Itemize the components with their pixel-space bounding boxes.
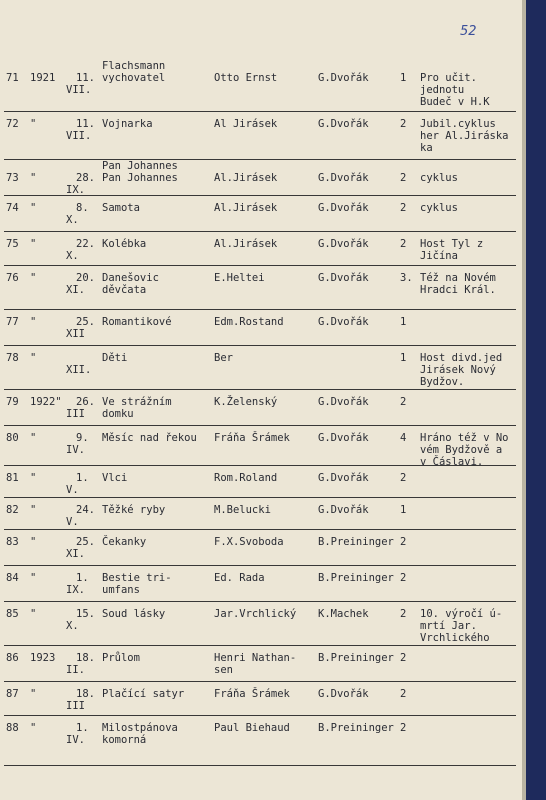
entry-director: B.Preininger xyxy=(318,722,394,734)
entry-author: Al.Jirásek xyxy=(214,238,278,250)
entry-row xyxy=(0,232,522,266)
entry-note: Též na Novém xyxy=(420,272,496,284)
entry-number: 80 xyxy=(6,432,19,444)
entry-date: 1. xyxy=(76,472,89,484)
entry-director: B.Preininger xyxy=(318,572,394,584)
entry-performances: 2 xyxy=(400,652,407,664)
entry-title: Kolébka xyxy=(102,238,147,250)
entry-month: XII. xyxy=(66,364,92,376)
entry-year: " xyxy=(30,432,37,444)
entry-number: 76 xyxy=(6,272,19,284)
entry-note: 10. výročí ú- xyxy=(420,608,503,620)
entry-month: II. xyxy=(66,664,85,676)
entry-title: Vlci xyxy=(102,472,128,484)
entry-date: 15. xyxy=(76,608,95,620)
entry-performances: 1 xyxy=(400,504,407,516)
entry-month: VII. xyxy=(66,84,92,96)
entry-year: " xyxy=(30,608,37,620)
entry-title: Průlom xyxy=(102,652,140,664)
entry-director: G.Dvořák xyxy=(318,472,369,484)
entry-performances: 1 xyxy=(400,72,407,84)
entry-note: Bydžov. xyxy=(420,376,465,388)
entry-author: Fráňa Šrámek xyxy=(214,688,290,700)
entry-author: Edm.Rostand xyxy=(214,316,284,328)
entry-month: XI. xyxy=(66,548,85,560)
entry-year: " xyxy=(30,352,37,364)
entry-row xyxy=(0,310,522,346)
entry-performances: 2 xyxy=(400,238,407,250)
entry-title-line2: umfans xyxy=(102,584,140,596)
entry-director: G.Dvořák xyxy=(318,272,369,284)
entry-number: 78 xyxy=(6,352,19,364)
entry-author: Henri Nathan- xyxy=(214,652,297,664)
entry-number: 84 xyxy=(6,572,19,584)
entry-row xyxy=(0,646,522,682)
entry-row xyxy=(0,390,522,426)
entry-month: XI. xyxy=(66,284,85,296)
entry-director: G.Dvořák xyxy=(318,504,369,516)
entry-date: 20. xyxy=(76,272,95,284)
entry-row xyxy=(0,602,522,646)
entry-date: 18. xyxy=(76,652,95,664)
entry-title: Ve strážním xyxy=(102,396,172,408)
entry-title: Soud lásky xyxy=(102,608,166,620)
entry-director: G.Dvořák xyxy=(318,316,369,328)
entry-date: 25. xyxy=(76,316,95,328)
entry-number: 85 xyxy=(6,608,19,620)
entry-title: Bestie tri- xyxy=(102,572,172,584)
entry-author: F.X.Svoboda xyxy=(214,536,284,548)
entry-title: Děti xyxy=(102,352,128,364)
entry-number: 74 xyxy=(6,202,19,214)
entry-title: vychovatel xyxy=(102,72,166,84)
entry-performances: 1 xyxy=(400,352,407,364)
entry-director: G.Dvořák xyxy=(318,172,369,184)
entry-number: 77 xyxy=(6,316,19,328)
entry-author-line2: sen xyxy=(214,664,233,676)
entry-year: 1923 xyxy=(30,652,56,664)
entry-performances: 2 xyxy=(400,118,407,130)
entry-author: Al.Jirásek xyxy=(214,172,278,184)
entry-director: G.Dvořák xyxy=(318,396,369,408)
entry-date: 1. xyxy=(76,722,89,734)
entry-month: VII. xyxy=(66,130,92,142)
entry-note: Vrchlického xyxy=(420,632,490,644)
entry-month: III xyxy=(66,700,85,712)
entry-date: 8. xyxy=(76,202,89,214)
entry-date: 25. xyxy=(76,536,95,548)
entry-number: 88 xyxy=(6,722,19,734)
entry-director: K.Machek xyxy=(318,608,369,620)
entry-row xyxy=(0,466,522,498)
entry-year: " xyxy=(30,118,37,130)
entry-author: Ber xyxy=(214,352,233,364)
entry-note: cyklus xyxy=(420,202,458,214)
entry-title: Vojnarka xyxy=(102,118,153,130)
entry-title: Čekanky xyxy=(102,536,147,548)
entry-note: Hradci Král. xyxy=(420,284,496,296)
entry-year: 1921 xyxy=(30,72,56,84)
entry-year: " xyxy=(30,272,37,284)
entry-director: B.Preininger xyxy=(318,652,394,664)
entry-note: v Čáslavi. xyxy=(420,456,484,468)
entry-year: " xyxy=(30,536,37,548)
entry-note: Jubil.cyklus xyxy=(420,118,496,130)
entry-author: M.Belucki xyxy=(214,504,271,516)
row-divider xyxy=(4,765,516,766)
entry-note: Host Tyl z xyxy=(420,238,484,250)
entry-year: 1922" xyxy=(30,396,62,408)
entry-performances: 4 xyxy=(400,432,407,444)
entry-row xyxy=(0,266,522,310)
entry-date: 22. xyxy=(76,238,95,250)
entry-row xyxy=(0,160,522,196)
entry-number: 73 xyxy=(6,172,19,184)
entry-number: 82 xyxy=(6,504,19,516)
entry-note: Jičína xyxy=(420,250,458,262)
entry-author: Rom.Roland xyxy=(214,472,278,484)
entry-row xyxy=(0,530,522,566)
entry-author: Ed. Rada xyxy=(214,572,265,584)
binder-edge xyxy=(522,0,546,800)
entry-number: 81 xyxy=(6,472,19,484)
entry-number: 86 xyxy=(6,652,19,664)
entry-date: 9. xyxy=(76,432,89,444)
entry-year: " xyxy=(30,238,37,250)
entry-director: G.Dvořák xyxy=(318,118,369,130)
entry-author: Al Jirásek xyxy=(214,118,278,130)
entry-month: X. xyxy=(66,620,79,632)
entry-note: her Al.Jiráska xyxy=(420,130,509,142)
entry-row xyxy=(0,566,522,602)
entry-author: Fráňa Šrámek xyxy=(214,432,290,444)
entry-date: 26. xyxy=(76,396,95,408)
entry-title: Danešovic xyxy=(102,272,159,284)
entry-date: 28. xyxy=(76,172,95,184)
entry-month: IX. xyxy=(66,584,85,596)
entry-performances: 2 xyxy=(400,688,407,700)
entry-note: ka xyxy=(420,142,433,154)
entry-month: XII xyxy=(66,328,85,340)
entry-author: Al.Jirásek xyxy=(214,202,278,214)
entry-row xyxy=(0,716,522,766)
entry-number: 72 xyxy=(6,118,19,130)
entry-performances: 2 xyxy=(400,572,407,584)
entry-year: " xyxy=(30,572,37,584)
entry-director: G.Dvořák xyxy=(318,238,369,250)
entry-performances: 2 xyxy=(400,472,407,484)
entry-year: " xyxy=(30,472,37,484)
entry-performances: 2 xyxy=(400,172,407,184)
entry-title: Milostpánova xyxy=(102,722,178,734)
entry-performances: 2 xyxy=(400,722,407,734)
entry-month: IX. xyxy=(66,184,85,196)
entry-year: " xyxy=(30,504,37,516)
entry-number: 83 xyxy=(6,536,19,548)
entry-title-line2: děvčata xyxy=(102,284,147,296)
entry-title-above: Pan Johannes xyxy=(102,160,178,172)
entry-performances: 2 xyxy=(400,396,407,408)
entry-month: X. xyxy=(66,214,79,226)
entry-author: Jar.Vrchlický xyxy=(214,608,297,620)
entry-row xyxy=(0,112,522,160)
entry-row xyxy=(0,60,522,112)
entry-title-line2: komorná xyxy=(102,734,147,746)
entry-year: " xyxy=(30,722,37,734)
entry-month: III xyxy=(66,408,85,420)
entry-note: vém Bydžově a xyxy=(420,444,503,456)
entry-note: jednotu xyxy=(420,84,465,96)
entry-title-above: Flachsmann xyxy=(102,60,166,72)
entry-note: Budeč v H.K xyxy=(420,96,490,108)
entry-number: 79 xyxy=(6,396,19,408)
entry-row xyxy=(0,196,522,232)
entry-year: " xyxy=(30,688,37,700)
entry-month: V. xyxy=(66,484,79,496)
entry-note: Host divd.jed xyxy=(420,352,503,364)
entry-title: Těžké ryby xyxy=(102,504,166,516)
entry-author: E.Heltei xyxy=(214,272,265,284)
entry-performances: 2 xyxy=(400,608,407,620)
entry-title: Plačící satyr xyxy=(102,688,185,700)
entry-number: 71 xyxy=(6,72,19,84)
entry-author: Otto Ernst xyxy=(214,72,278,84)
entry-date: 1. xyxy=(76,572,89,584)
entry-row xyxy=(0,498,522,530)
entry-row xyxy=(0,346,522,390)
entry-month: V. xyxy=(66,516,79,528)
entry-month: IV. xyxy=(66,734,85,746)
entry-month: IV. xyxy=(66,444,85,456)
entry-note: Jirásek Nový xyxy=(420,364,496,376)
entry-year: " xyxy=(30,316,37,328)
entry-title: Samota xyxy=(102,202,140,214)
entry-date: 24. xyxy=(76,504,95,516)
entry-number: 87 xyxy=(6,688,19,700)
entry-title: Romantikové xyxy=(102,316,172,328)
entry-performances: 1 xyxy=(400,316,407,328)
entry-number: 75 xyxy=(6,238,19,250)
entry-date: 11. xyxy=(76,72,95,84)
entry-director: G.Dvořák xyxy=(318,72,369,84)
entry-director: G.Dvořák xyxy=(318,688,369,700)
entry-author: Paul Biehaud xyxy=(214,722,290,734)
entry-note: Hráno též v No xyxy=(420,432,509,444)
entry-author: K.Želenský xyxy=(214,396,278,408)
entry-row xyxy=(0,426,522,466)
entry-performances: 3. xyxy=(400,272,413,284)
page-number: 52 xyxy=(460,24,477,39)
entry-director: G.Dvořák xyxy=(318,202,369,214)
entry-note: Pro učit. xyxy=(420,72,477,84)
entry-director: B.Preininger xyxy=(318,536,394,548)
entry-note: cyklus xyxy=(420,172,458,184)
entry-year: " xyxy=(30,202,37,214)
entry-note: mrtí Jar. xyxy=(420,620,477,632)
entry-year: " xyxy=(30,172,37,184)
entry-title: Měsíc nad řekou xyxy=(102,432,197,444)
entry-performances: 2 xyxy=(400,536,407,548)
entry-date: 11. xyxy=(76,118,95,130)
entry-month: X. xyxy=(66,250,79,262)
entry-title: Pan Johannes xyxy=(102,172,178,184)
entry-performances: 2 xyxy=(400,202,407,214)
entry-title-line2: domku xyxy=(102,408,134,420)
entry-row xyxy=(0,682,522,716)
entry-director: G.Dvořák xyxy=(318,432,369,444)
entry-date: 18. xyxy=(76,688,95,700)
